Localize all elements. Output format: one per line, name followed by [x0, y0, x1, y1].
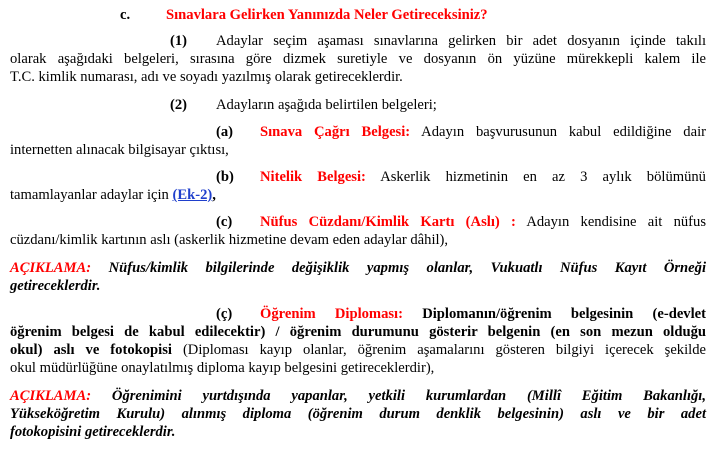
item-a-text: Adayın başvurusunun kabul edildiğine dair	[421, 124, 706, 140]
section-heading-title: Sınavlara Gelirken Yanınızda Neler Getireceksiniz?	[166, 7, 488, 23]
note-1-line-2: getireceklerdir.	[10, 278, 101, 294]
item-b-text: Askerlik hizmetinin en az 3 aylık bölümünü	[380, 169, 706, 185]
item-b-comma: ,	[212, 187, 216, 203]
annex-2-link[interactable]: (Ek-2)	[172, 187, 213, 203]
item-b-title: Nitelik Belgesi:	[260, 169, 366, 185]
item-cc-bold-text: okul) aslı ve fotokopisi	[10, 342, 172, 358]
item-c-title: Nüfus Cüzdanı/Kimlik Kartı (Aslı) :	[260, 214, 516, 230]
note-2-line-2: Yükseköğretim Kurulu) alınmış diploma (öğrenim durum denklik belgesinin) aslı ve bir adet	[10, 406, 706, 422]
note-2-line-1	[10, 387, 706, 405]
paragraph-2-text: Adayların aşağıda belirtilen belgeleri;	[216, 97, 437, 113]
section-heading-marker: c.	[120, 7, 131, 23]
paragraph-2-number: (2)	[170, 97, 188, 113]
item-a-number: (a)	[216, 124, 234, 140]
paragraph-1-line-3: T.C. kimlik numarası, adı ve soyadı yazılmış olarak getireceklerdir.	[10, 69, 403, 85]
note-1-line-1	[10, 259, 706, 277]
item-b-text-2: tamamlayanlar adaylar için	[10, 187, 169, 203]
item-cc-text: Diplomanın/öğrenim belgesinin (e-devlet	[422, 306, 706, 322]
item-cc-title: Öğrenim Diploması:	[260, 306, 403, 322]
note-1-text: Nüfus/kimlik bilgilerinde değişiklik yapmış olanlar, Vukuatlı Nüfus Kayıt Örneği	[108, 260, 706, 276]
note-1-label: AÇIKLAMA:	[10, 260, 92, 276]
note-2-line-3: fotokopisini getireceklerdir.	[10, 424, 176, 440]
item-a-line-2: internetten alınacak bilgisayar çıktısı,	[10, 142, 229, 158]
paragraph-1-number: (1)	[170, 33, 188, 49]
item-c-number: (c)	[216, 214, 233, 230]
item-cc-number: (ç)	[216, 306, 233, 322]
item-cc-line-2: öğrenim belgesi de kabul edilecektir) / öğrenim durumunu gösterir belgenin (en son mezun olduğu	[10, 324, 706, 340]
paragraph-1-line-1: Adaylar seçim aşaması sınavlarına gelirken bir adet dosyanın içinde takılı	[216, 33, 706, 49]
item-a-line-1	[260, 123, 706, 141]
note-2-text: Öğrenimini yurtdışında yapanlar, yetkili kurumlardan (Millî Eğitim Bakanlığı,	[111, 388, 706, 404]
item-c-line-1	[260, 213, 706, 231]
item-b-line-2	[10, 186, 216, 204]
item-cc-rest-text: (Diploması kayıp olanlar, öğrenim aşamalarını gösteren bilgiyi içerecek şekilde	[182, 342, 706, 358]
paragraph-1-line-2: olarak aşağıdaki belgeleri, sırasına göre dizmek suretiyle ve dosyanın ön yüzüne mürekkepli kalem ile	[10, 51, 706, 67]
note-2-label: AÇIKLAMA:	[10, 388, 92, 404]
item-cc-line-1	[260, 305, 706, 323]
item-cc-line-4: okul müdürlüğüne onaylatılmış diploma kayıp belgesini getireceklerdir),	[10, 360, 435, 376]
item-b-number: (b)	[216, 169, 234, 185]
item-b-line-1	[260, 168, 706, 186]
item-c-line-2: cüzdanı/kimlik kartının aslı (askerlik hizmetine devam eden adaylar dâhil),	[10, 232, 449, 248]
item-a-title: Sınava Çağrı Belgesi:	[260, 124, 411, 140]
item-c-text: Adayın kendisine ait nüfus	[526, 214, 706, 230]
item-cc-line-3	[10, 341, 706, 359]
